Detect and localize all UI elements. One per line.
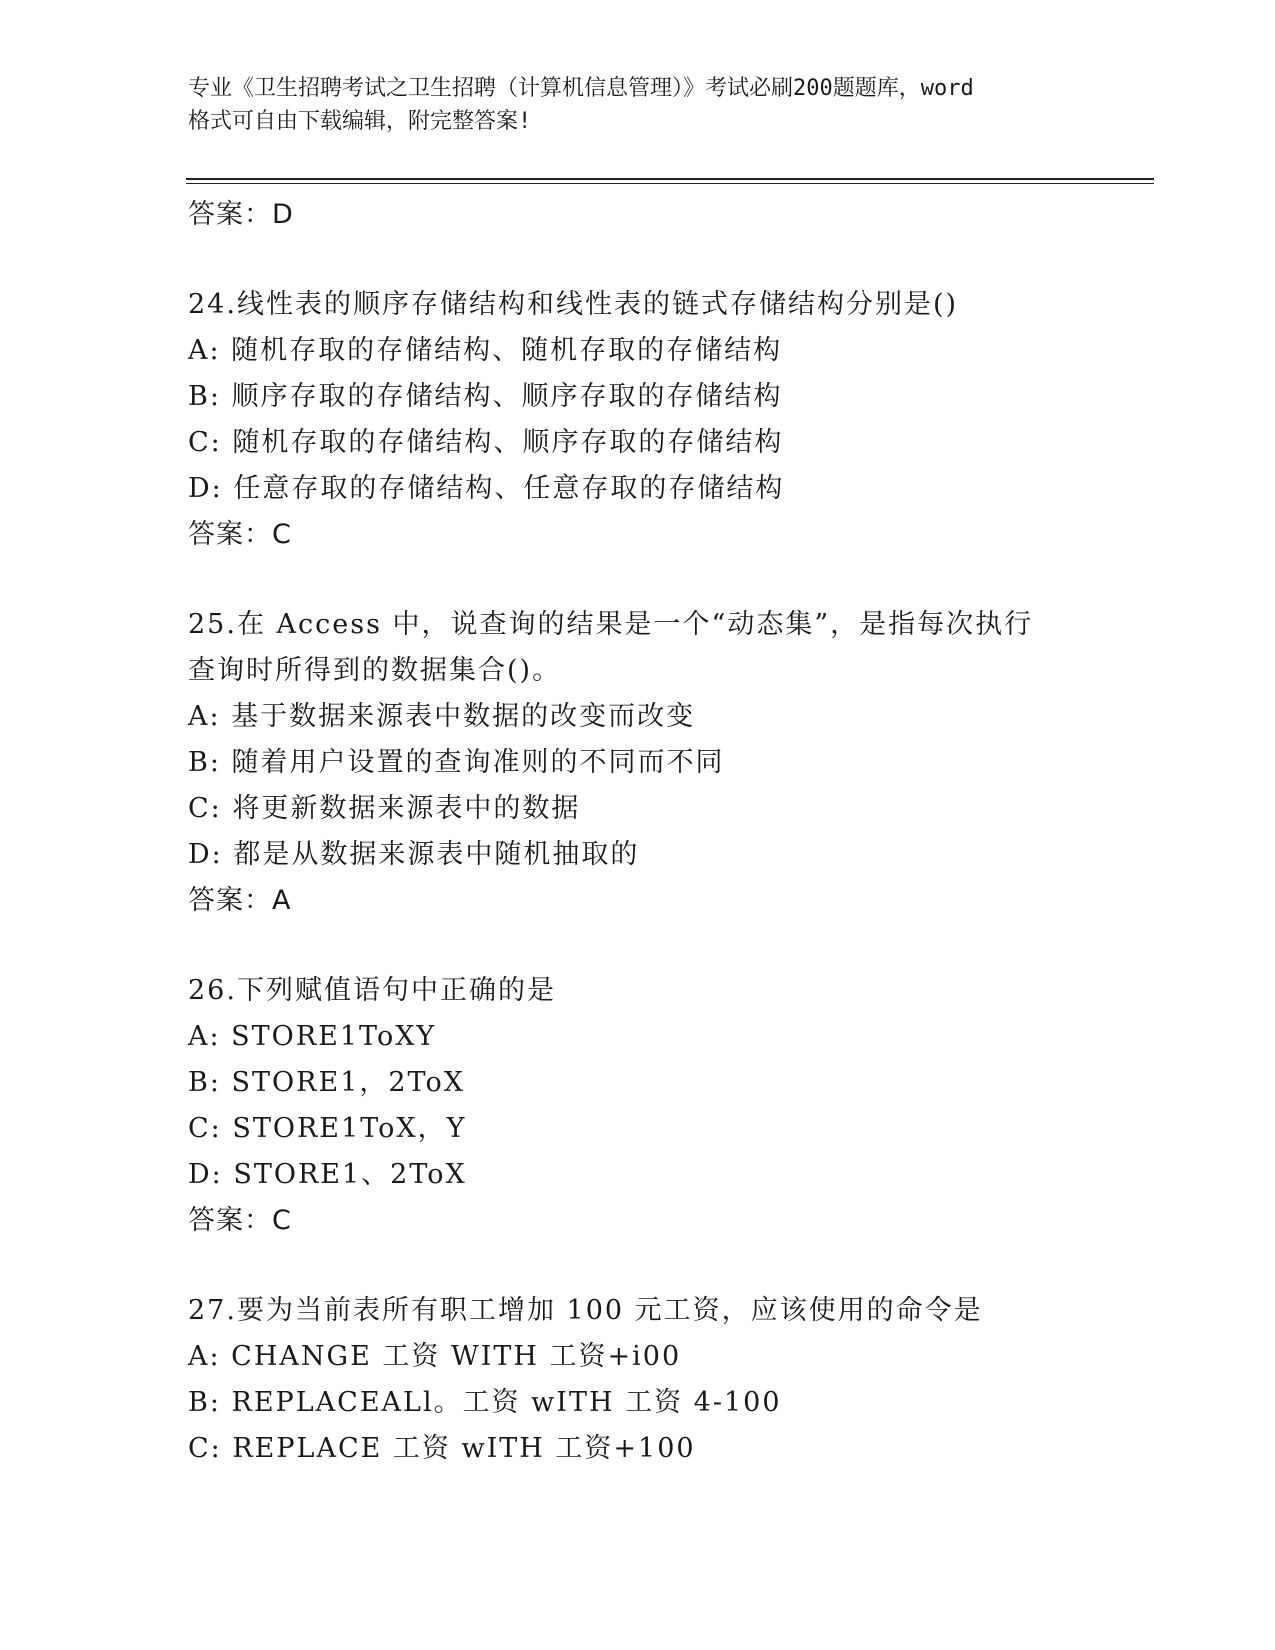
- header-divider: [186, 178, 1154, 180]
- option-a: A: 随机存取的存储结构、随机存取的存储结构: [188, 335, 783, 366]
- option-a: A: 基于数据来源表中数据的改变而改变: [188, 701, 696, 732]
- option-c: C: STORE1ToX，Y: [188, 1113, 467, 1144]
- header-line-1: 专业《卫生招聘考试之卫生招聘（计算机信息管理）》考试必刷200题题库，word: [188, 76, 974, 101]
- option-b: B: 随着用户设置的查询准则的不同而不同: [188, 747, 725, 778]
- option-d: D: STORE1、2ToX: [188, 1159, 467, 1190]
- question-stem: 26.下列赋值语句中正确的是: [188, 975, 556, 1006]
- document-body: [188, 192, 1088, 1472]
- document-header: [188, 72, 1088, 138]
- option-b: B: STORE1，2ToX: [188, 1067, 465, 1098]
- option-b: B: 顺序存取的存储结构、顺序存取的存储结构: [188, 381, 783, 412]
- header-divider-thin: [186, 183, 1154, 184]
- option-c: C: REPLACE 工资 wITH 工资+100: [188, 1433, 696, 1464]
- answer-label: 答案：D: [188, 199, 294, 230]
- option-c: C: 将更新数据来源表中的数据: [188, 793, 581, 824]
- answer-label: 答案：A: [188, 885, 292, 916]
- option-d: D: 任意存取的存储结构、任意存取的存储结构: [188, 473, 785, 504]
- question-27: [188, 1288, 1088, 1472]
- option-d: D: 都是从数据来源表中随机抽取的: [188, 839, 640, 870]
- question-stem: 27.要为当前表所有职工增加 100 元工资，应该使用的命令是: [188, 1295, 983, 1326]
- question-26: [188, 968, 1088, 1244]
- question-25: [188, 602, 1088, 924]
- question-stem: 25.在 Access 中，说查询的结果是一个“动态集”，是指每次执行查询时所得到的数据集合()。: [188, 609, 1034, 686]
- answer-label: 答案：C: [188, 519, 292, 550]
- header-line-2: 格式可自由下载编辑，附完整答案!: [188, 109, 532, 134]
- option-a: A: CHANGE 工资 WITH 工资+i00: [188, 1341, 682, 1372]
- option-c: C: 随机存取的存储结构、顺序存取的存储结构: [188, 427, 784, 458]
- question-stem: 24.线性表的顺序存储结构和线性表的链式存储结构分别是(): [188, 289, 959, 320]
- answer-label: 答案：C: [188, 1205, 292, 1236]
- option-b: B: REPLACEALl。工资 wITH 工资 4-100: [188, 1387, 782, 1418]
- question-24: [188, 282, 1088, 558]
- option-a: A: STORE1ToXY: [188, 1021, 437, 1052]
